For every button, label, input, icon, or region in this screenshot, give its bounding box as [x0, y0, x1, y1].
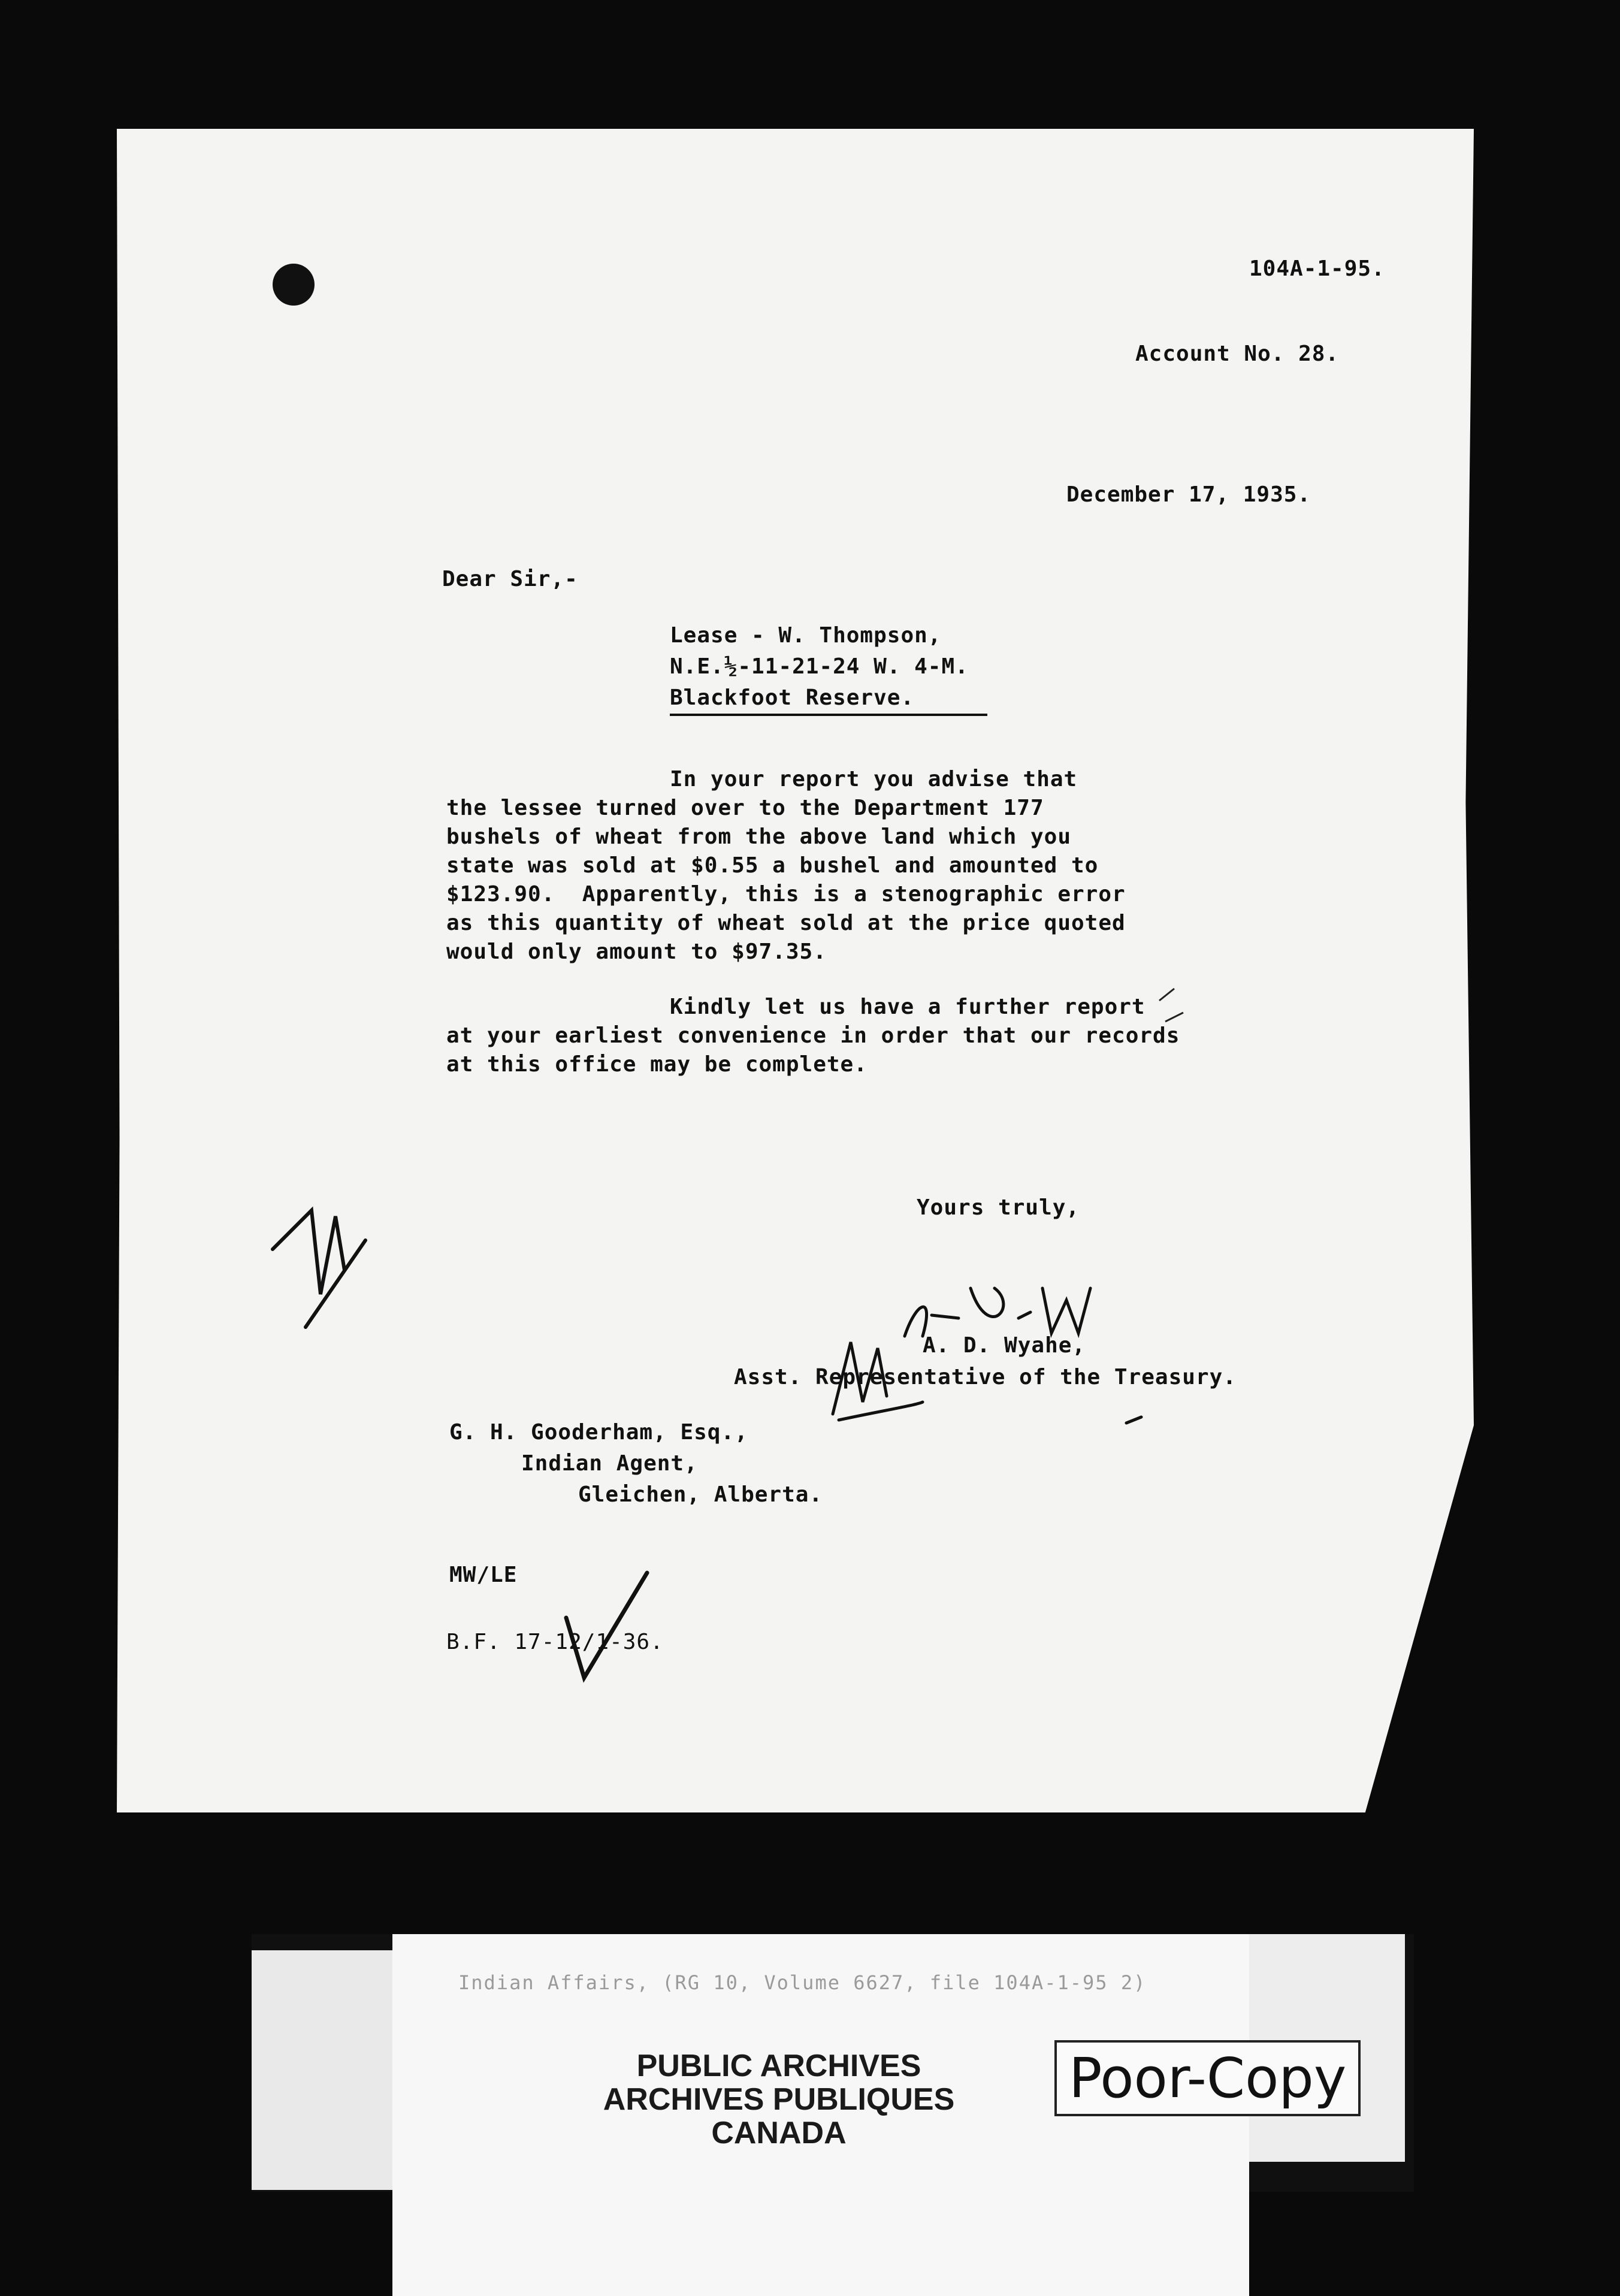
signer-name: A. D. Wyahe, — [923, 1333, 1086, 1358]
paragraph-1-line: state was sold at $0.55 a bushel and amounted to — [446, 853, 1099, 878]
bring-forward-note: B.F. 17-12/1-36. — [446, 1630, 664, 1654]
paragraph-1-line: In your report you advise that — [670, 767, 1078, 791]
poor-copy-stamp: Poor-Copy — [1054, 2040, 1361, 2116]
archive-label-left-panel — [252, 1950, 392, 2190]
paragraph-1-line: the lessee turned over to the Department 177 — [446, 796, 1044, 820]
addressee-place: Gleichen, Alberta. — [578, 1482, 823, 1507]
archive-caption: Indian Affairs, (RG 10, Volume 6627, file 104A-1-95 2) — [458, 1971, 1147, 1994]
paragraph-2-line: at your earliest convenience in order that our records — [446, 1023, 1180, 1048]
closing: Yours truly, — [917, 1195, 1080, 1220]
margin-initial-mark — [273, 1210, 365, 1327]
paragraph-1-line: as this quantity of wheat sold at the price quoted — [446, 911, 1126, 935]
check-mark — [566, 1573, 647, 1678]
signature-scrawl — [833, 1288, 1141, 1423]
subject-line-2: N.E.½-11-21-24 W. 4-M. — [670, 654, 969, 679]
archive-line-1: PUBLIC ARCHIVES — [636, 2049, 921, 2083]
file-reference: 104A-1-95. — [1249, 256, 1385, 281]
paragraph-1-line: $123.90. Apparently, this is a stenographic error — [446, 882, 1126, 907]
subject-line-1: Lease - W. Thompson, — [670, 623, 942, 648]
addressee-title: Indian Agent, — [521, 1451, 698, 1476]
paragraph-1-line: would only amount to $97.35. — [446, 939, 827, 964]
addressee-name: G. H. Gooderham, Esq., — [449, 1420, 748, 1445]
signer-title: Asst. Representative of the Treasury. — [734, 1365, 1237, 1389]
paragraph-2-line: at this office may be complete. — [446, 1052, 868, 1077]
salutation: Dear Sir,- — [442, 567, 578, 591]
archive-line-3: CANADA — [711, 2116, 847, 2150]
paragraph-2-line: Kindly let us have a further report — [670, 995, 1146, 1019]
typist-initials: MW/LE — [449, 1563, 518, 1587]
subject-line-3: Blackfoot Reserve. — [670, 685, 987, 716]
paragraph-1-line: bushels of wheat from the above land which you — [446, 824, 1071, 849]
letter-date: December 17, 1935. — [1066, 482, 1311, 507]
archive-line-2: ARCHIVES PUBLIQUES — [603, 2082, 955, 2117]
account-number: Account No. 28. — [1135, 342, 1340, 366]
scratch-marks — [1159, 989, 1183, 1022]
